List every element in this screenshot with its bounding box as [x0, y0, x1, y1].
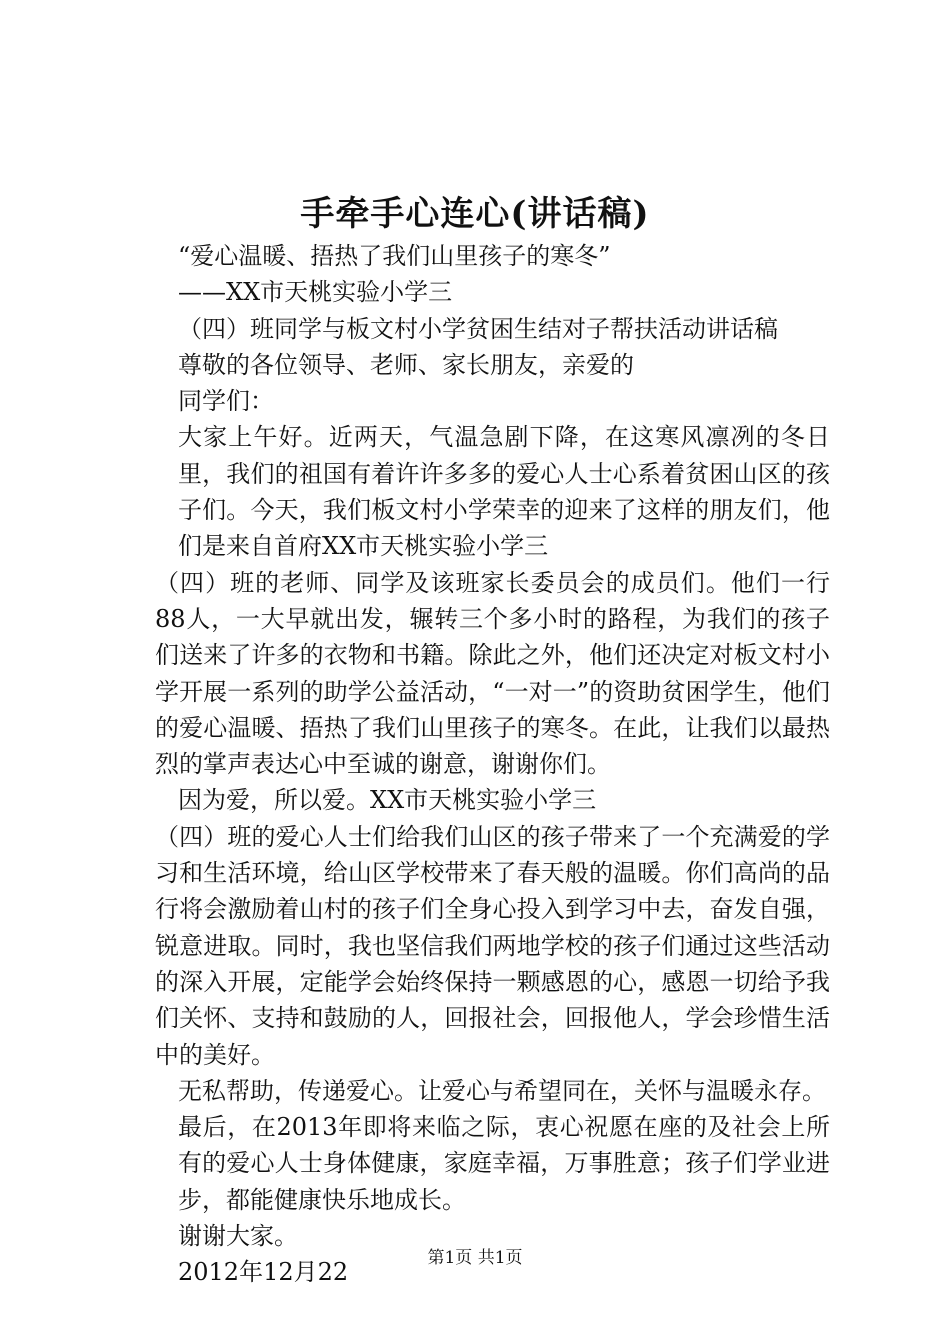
paragraph-because-love: 因为爱，所以爱。XX市天桃实验小学三	[178, 786, 597, 815]
document-title: 手牵手心连心(讲话稿)	[300, 194, 650, 234]
paragraph-closing-wishes: 最后，在2013年即将来临之际，衷心祝愿在座的及社会上所有的爱心人士身体健康，家庭幸福，万事胜意；孩子们学业进步，都能健康快乐地成长。	[178, 1113, 830, 1214]
document-date: 2012年12月22	[178, 1258, 349, 1287]
paragraph-greeting: 大家上午好。近两天，气温急剧下降，在这寒风凛冽的冬日里，我们的祖国有着许许多多的爱心人士心系着贫困山区的孩子们。今天，我们板文村小学荣幸的迎来了这样的朋友们，他们是来自首府XX市天桃实验小学三	[178, 423, 830, 561]
document-body	[130, 238, 830, 1291]
paragraph-visitors: （四）班的老师、同学及该班家长委员会的成员们。他们一行88人，一大早就出发，辗转三个多小时的路程，为我们的孩子们送来了许多的衣物和书籍。除此之外，他们还决定对板文村小学开展一系列的助学公益活动，“一对一”的资助贫困学生，他们的爱心温暖、捂热了我们山里孩子的寒冬。在此，让我们以最热烈的掌声表达心中至诚的谢意，谢谢你们。	[155, 568, 830, 779]
paragraph-pass-love: 无私帮助，传递爱心。让爱心与希望同在，关怀与温暖永存。	[178, 1076, 826, 1105]
paragraph-thanks: 谢谢大家。	[178, 1222, 298, 1251]
salutation: 尊敬的各位领导、老师、家长朋友，亲爱的	[178, 350, 634, 379]
subtitle-quote: “爱心温暖、捂热了我们山里孩子的寒冬”	[178, 242, 611, 270]
page-footer: 第1页 共1页	[427, 1248, 523, 1268]
paragraph-gratitude: （四）班的爱心人士们给我们山区的孩子带来了一个充满爱的学习和生活环境，给山区学校带来了春天般的温暖。你们高尚的品行将会激励着山村的孩子们全身心投入到学习中去，奋发自强，锐意进取。同时，我也坚信我们两地学校的孩子们通过这些活动的深入开展，定能学会始终保持一颗感恩的心，感恩一切给予我们关怀、支持和鼓励的人，回报社会，回报他人，学会珍惜生活中的美好。	[155, 822, 830, 1069]
salutation-continued: 同学们：	[178, 387, 274, 416]
subtitle-activity: （四）班同学与板文村小学贫困生结对子帮扶活动讲话稿	[178, 314, 778, 343]
subtitle-school: ——XX市天桃实验小学三	[178, 278, 453, 307]
